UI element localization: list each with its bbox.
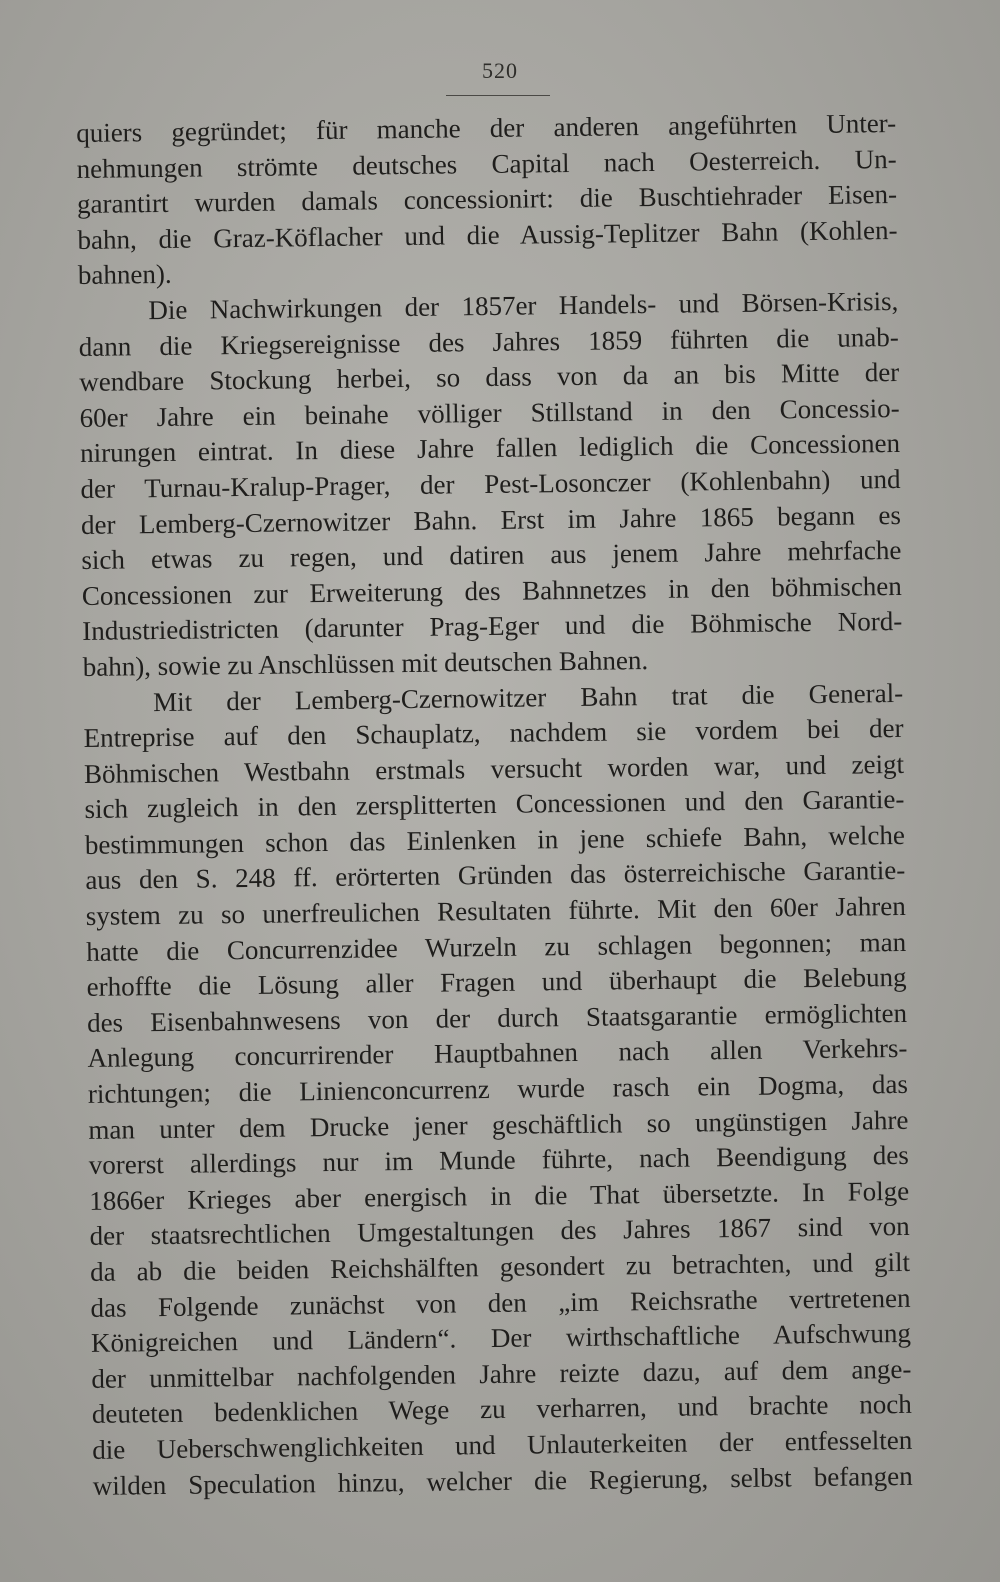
text-line: Anlegung concurrirender Hauptbahnen nach allen Verkehrs- — [87, 1033, 908, 1074]
text-line: richtungen; die Linienconcurrenz wurde rasch ein Dogma, das — [87, 1068, 909, 1109]
header-rule — [446, 95, 550, 96]
text-line: der Lemberg-Czernowitzer Bahn. Erst im Jahre 1865 begann es — [80, 499, 902, 540]
text-line: Entreprise auf den Schauplatz, nachdem sie vordem bei der — [83, 713, 904, 754]
text-line: bahnen). — [77, 259, 172, 291]
text-line: hatte die Concurrenzidee Wurzeln zu schlagen begonnen; man — [86, 926, 907, 967]
text-line: nirungen eintrat. In diese Jahre fallen lediglich die Concessionen — [79, 428, 901, 469]
text-line: quiers gegründet; für manche der anderen angeführten Unter- — [76, 107, 897, 148]
body-text — [76, 106, 913, 1504]
text-line: Die Nachwirkungen der 1857er Handels- und Börsen-Krisis, — [148, 285, 899, 326]
text-line: das Folgende zunächst von den „im Reichsrathe vertretenen — [90, 1282, 911, 1323]
text-line: die Ueberschwenglichkeiten und Unlauterkeiten der entfesselten — [92, 1424, 913, 1465]
text-line: Industriedistricten (darunter Prag-Eger und die Böhmische Nord- — [82, 606, 903, 647]
text-line: der staatsrechtlichen Umgestaltungen des Jahres 1867 sind von — [89, 1211, 910, 1252]
text-line: der Turnau-Kralup-Prager, der Pest-Losonczer (Kohlenbahn) und — [80, 463, 901, 504]
text-line: system zu so unerfreulichen Resultaten führte. Mit den 60er Jahren — [85, 890, 906, 932]
text-line: erhoffte die Lösung aller Fragen und überhaupt die Belebung — [86, 962, 907, 1003]
text-line: bahn, die Graz-Köflacher und die Aussig-Teplitzer Bahn (Kohlen- — [77, 214, 898, 255]
text-line: Böhmischen Westbahn erstmals versucht worden war, und zeigt — [83, 748, 905, 789]
text-line: deuteten bedenklichen Wege zu verharren, und brachte noch — [91, 1389, 912, 1430]
text-line: sich etwas zu regen, und datiren aus jenem Jahre mehrfache — [81, 535, 902, 576]
text-line: 1866er Krieges aber energisch in die That übersetzte. In Folge — [89, 1175, 910, 1216]
text-line: vorerst allerdings nur im Munde führte, nach Beendigung des — [88, 1140, 909, 1181]
text-line: da ab die beiden Reichshälften gesondert zu betrachten, und gilt — [89, 1246, 911, 1287]
text-line: bestimmungen schon das Einlenken in jene schiefe Bahn, welche — [84, 819, 906, 860]
text-line: Mit der Lemberg-Czernowitzer Bahn trat die General- — [152, 677, 904, 717]
text-line: wendbare Stockung herbei, so dass von da an bis Mitte der — [79, 357, 900, 398]
text-line: dann die Kriegsereignisse des Jahres 1859 führten die unab- — [78, 321, 899, 362]
text-line: bahn), sowie zu Anschlüssen mit deutschen Bahnen. — [82, 644, 649, 682]
text-line: man unter dem Drucke jener geschäftlich so ungünstigen Jahre — [88, 1104, 909, 1145]
text-line: Königreichen und Ländern“. Der wirthschaftliche Aufschwung — [90, 1318, 912, 1359]
text-line: 60er Jahre ein beinahe völliger Stillstand in den Concessio- — [79, 392, 900, 433]
text-line: garantirt wurden damals concessionirt: die Buschtiehrader Eisen- — [76, 179, 898, 220]
text-line: aus den S. 248 ff. erörterten Gründen das österreichische Garantie- — [85, 855, 906, 896]
text-line: der unmittelbar nachfolgenden Jahre reizte dazu, auf dem ange- — [91, 1353, 912, 1394]
text-line: nehmungen strömte deutsches Capital nach Oesterreich. Un- — [76, 143, 897, 184]
text-line: des Eisenbahnwesens von der durch Staatsgarantie ermöglichten — [86, 997, 908, 1038]
page-number: 520 — [482, 58, 518, 83]
text-line: Concessionen zur Erweiterung des Bahnnetzes in den böhmischen — [81, 570, 902, 611]
text-line: sich zugleich in den zersplitterten Concessionen und den Garantie- — [84, 784, 905, 825]
text-line: wilden Speculation hinzu, welcher die Regierung, selbst befangen — [92, 1460, 913, 1501]
